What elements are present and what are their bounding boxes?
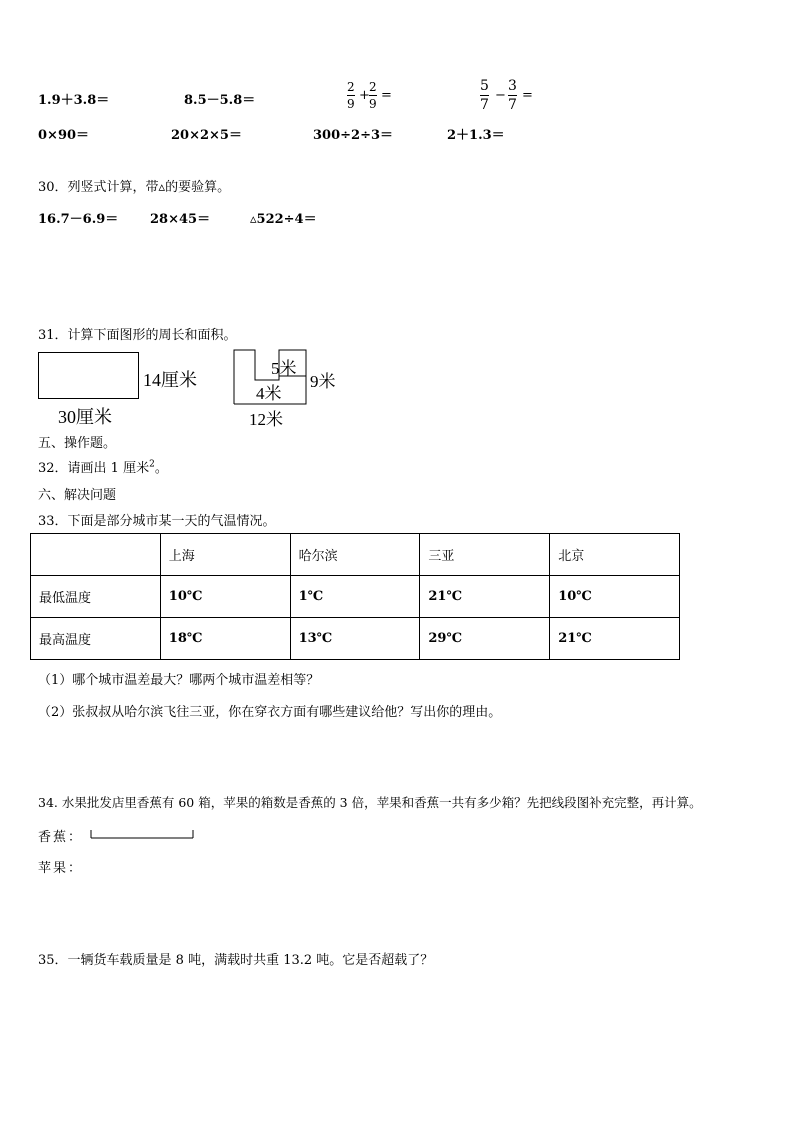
table-cell: 29℃ — [420, 618, 550, 660]
fraction-5-7 — [480, 78, 489, 113]
expr-16-7-minus-6-9: 16.7－6.9＝ — [38, 212, 119, 227]
expr-8-5-minus-5-8: 8.5－5.8＝ — [184, 93, 256, 108]
expr-20x2x5: 20×2×5＝ — [171, 128, 242, 143]
table-header-empty — [31, 534, 161, 576]
rectangle-width-label: 30厘米 — [58, 407, 112, 427]
question-32-end: 。 — [154, 461, 168, 476]
table-cell: 21℃ — [550, 618, 680, 660]
rectangle-height-label: 14厘米 — [143, 370, 197, 390]
numerator: 3 — [508, 78, 517, 94]
table-header-sanya: 三亚 — [420, 534, 550, 576]
shape-height-label: 9米 — [310, 372, 336, 391]
temperature-table — [30, 533, 680, 660]
denominator: 9 — [347, 97, 355, 111]
question-32 — [38, 457, 168, 476]
table-cell: 21℃ — [420, 576, 550, 618]
question-33-sub-1: （1）哪个城市温差最大？哪两个城市温差相等？ — [38, 673, 320, 688]
question-30-title: 30．列竖式计算，带▵的要验算。 — [38, 180, 231, 195]
row-label-min: 最低温度 — [31, 576, 161, 618]
question-34-text: 34. 水果批发店里香蕉有 60 箱，苹果的箱数是香蕉的 3 倍，苹果和香蕉一共有多少箱？先把线段图补充完整，再计算。 — [38, 795, 702, 810]
denominator: 7 — [480, 97, 489, 113]
banana-line-segment — [88, 828, 196, 840]
expr-1-9-plus-3-8: 1.9＋3.8＝ — [38, 93, 110, 108]
shape-top-label: 5米 — [271, 359, 297, 378]
table-row — [31, 576, 680, 618]
table-row — [31, 618, 680, 660]
table-cell: 10℃ — [550, 576, 680, 618]
superscript-2: 2 — [149, 459, 155, 470]
numerator: 5 — [480, 78, 489, 94]
denominator: 7 — [508, 97, 517, 113]
numerator: 2 — [347, 80, 355, 94]
table-cell: 10℃ — [160, 576, 290, 618]
minus-operator: − — [495, 88, 506, 103]
table-cell: 13℃ — [290, 618, 420, 660]
equals-sign: = — [522, 88, 533, 103]
rectangle-figure — [38, 352, 139, 399]
table-header-row — [31, 534, 680, 576]
question-32-text: 32．请画出 1 厘米 — [38, 461, 150, 476]
table-cell: 1℃ — [290, 576, 420, 618]
numerator: 2 — [369, 80, 377, 94]
fraction-3-7 — [508, 78, 517, 113]
banana-label: 香蕉： — [38, 830, 84, 845]
table-header-harbin: 哈尔滨 — [290, 534, 420, 576]
table-header-beijing: 北京 — [550, 534, 680, 576]
denominator: 9 — [369, 97, 377, 111]
question-33-sub-2: （2）张叔叔从哈尔滨飞往三亚，你在穿衣方面有哪些建议给他？写出你的理由。 — [38, 705, 502, 720]
shape-notch-label: 4米 — [256, 384, 282, 403]
fraction-2-9-a — [347, 80, 355, 111]
apple-label: 苹果： — [38, 861, 84, 876]
expr-28x45: 28×45＝ — [150, 212, 211, 227]
table-cell: 18℃ — [160, 618, 290, 660]
plus-operator: + — [359, 88, 370, 103]
table-header-shanghai: 上海 — [160, 534, 290, 576]
expr-300div2div3: 300÷2÷3＝ — [313, 128, 394, 143]
question-33-title: 33．下面是部分城市某一天的气温情况。 — [38, 514, 276, 529]
shape-width-label: 12米 — [249, 410, 283, 429]
question-31-title: 31．计算下面图形的周长和面积。 — [38, 328, 237, 343]
section-5-heading: 五、操作题。 — [38, 436, 117, 451]
equals-sign: = — [381, 88, 392, 103]
question-35-text: 35．一辆货车载质量是 8 吨，满载时共重 13.2 吨。它是否超载了？ — [38, 953, 434, 968]
section-6-heading: 六、解决问题 — [38, 488, 117, 503]
fraction-2-9-b — [369, 80, 377, 111]
row-label-max: 最高温度 — [31, 618, 161, 660]
expr-2-plus-1-3: 2＋1.3＝ — [447, 128, 505, 143]
expr-0x90: 0×90＝ — [38, 128, 90, 143]
expr-522div4-verify: ▵522÷4＝ — [250, 212, 317, 227]
